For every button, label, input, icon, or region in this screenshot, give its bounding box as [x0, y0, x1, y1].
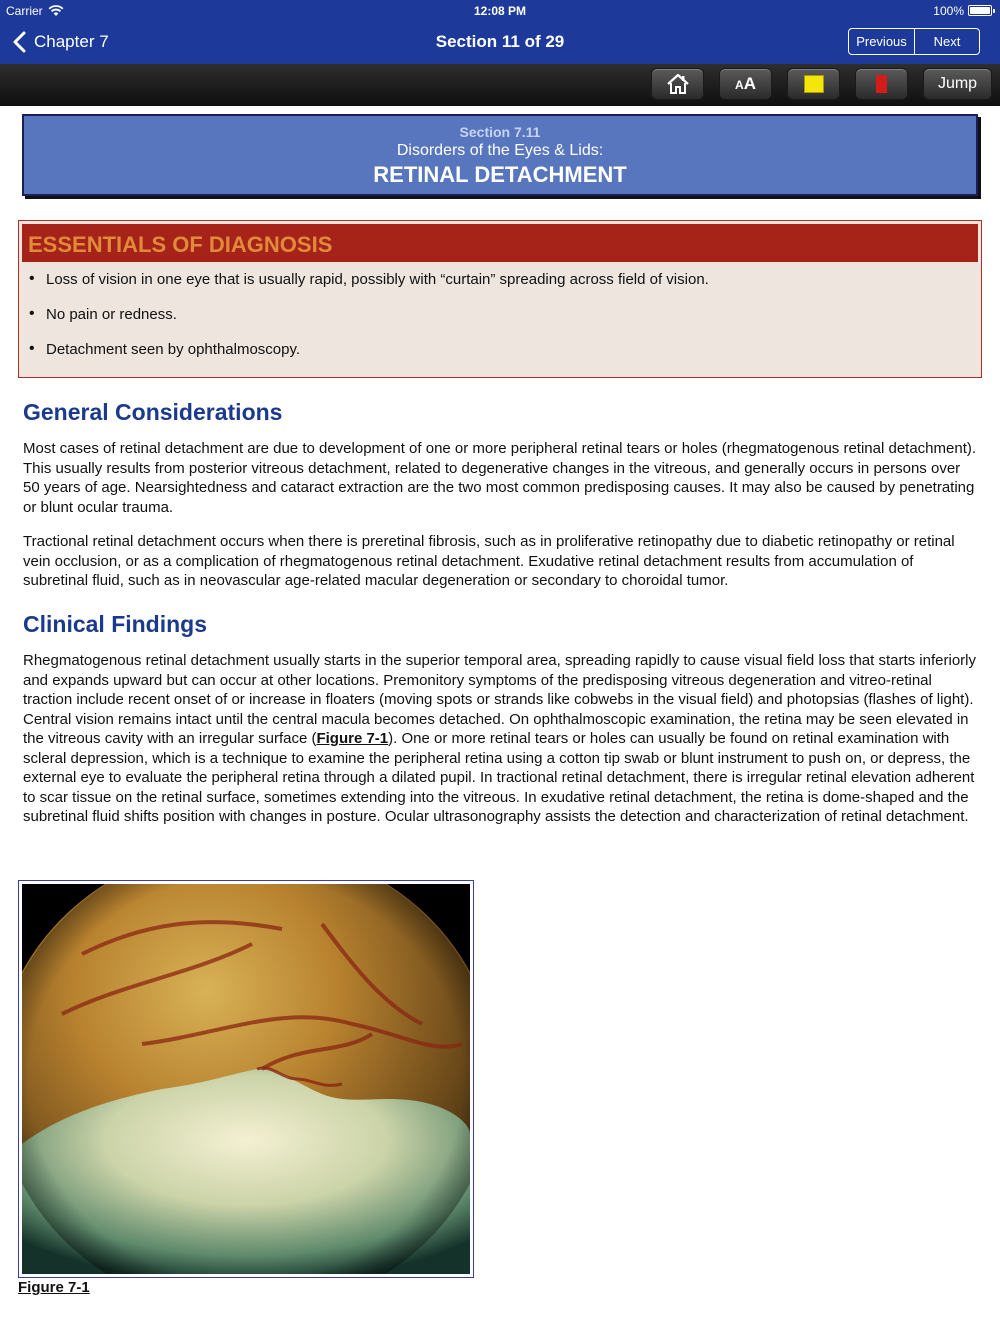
- font-size-button[interactable]: [719, 68, 772, 100]
- section-header: [22, 114, 978, 196]
- note-icon: [804, 75, 824, 93]
- section-number: Section 7.11: [459, 124, 541, 140]
- bookmark-button[interactable]: [855, 68, 908, 100]
- back-label: Chapter 7: [34, 32, 109, 51]
- general-paragraph-1: Most cases of retinal detachment are due to development of one or more peripheral retinal tears or holes (rhegmatogenous retinal detachment). This usually results from posterior vitreous detachment, related to degenerative changes in the vitreous, and generally occurs in persons over 50 years of age. Nearsightedness and cataract extraction are the two most common predisposing causes. It may also be caused by penetrating or blunt ocular trauma.: [23, 440, 977, 516]
- section-title: RETINAL DETACHMENT: [373, 162, 627, 187]
- list-item: • Detachment seen by ophthalmoscopy.: [46, 341, 709, 376]
- battery-percent: 100%: [933, 4, 964, 18]
- previous-button[interactable]: Previous: [849, 29, 914, 54]
- carrier-label: Carrier: [6, 4, 43, 18]
- status-bar: [0, 0, 1000, 20]
- list-item: • No pain or redness.: [46, 306, 709, 341]
- clinical-findings-heading: Clinical Findings: [23, 611, 208, 637]
- general-considerations-heading: General Considerations: [23, 399, 283, 425]
- retina-photo: [22, 884, 470, 1274]
- figure-caption[interactable]: Figure 7-1: [18, 1279, 90, 1296]
- figure-7-1-link[interactable]: Figure 7-1: [316, 730, 389, 747]
- general-paragraph-2: Tractional retinal detachment occurs when there is preretinal fibrosis, such as in proliferative retinopathy due to diabetic retinopathy or retinal vein occlusion, or as a complication of rhegmatogenous retinal detachment. Exudative retinal detachment results from accumulation of subretinal fluid, such as in neovascular age-related macular degeneration or secondary to choroidal tumor.: [23, 533, 955, 589]
- home-icon: [666, 72, 690, 96]
- reader-toolbar: [0, 64, 1000, 106]
- back-button[interactable]: [10, 28, 109, 56]
- jump-button[interactable]: Jump: [923, 68, 992, 100]
- note-button[interactable]: [787, 68, 840, 100]
- bookmark-icon: [876, 75, 887, 93]
- section-subtitle: Disorders of the Eyes & Lids:: [396, 142, 604, 159]
- home-button[interactable]: [651, 68, 704, 100]
- battery-icon: [968, 5, 992, 16]
- figure-image[interactable]: [18, 880, 474, 1278]
- next-button[interactable]: Next: [914, 29, 979, 54]
- clock: 12:08 PM: [473, 4, 527, 18]
- essentials-list: [46, 271, 709, 376]
- chevron-left-icon: [10, 30, 32, 54]
- section-counter: Section 11 of 29: [435, 32, 565, 51]
- navigation-bar: [0, 0, 1000, 64]
- essentials-box: [18, 220, 982, 378]
- prev-next-control: [848, 28, 980, 55]
- clinical-paragraph-1: Rhegmatogenous retinal detachment usually starts in the superior temporal area, spreading rapidly to cause visual field loss that starts inferiorly and expands upward but can occur at other locations. Premonitory symptoms of the predisposing vitreous degeneration and vitreo-retinal traction include recent onset of or increase in floaters (moving spots or strands like cobwebs in the visual field) and photopsias (flashes of light). Central vision remains intact until the central macula becomes detached. On ophthalmoscopic examination, the retina may be seen elevated in the vitreous cavity with an irregular surface (Figure 7-1). One or more retinal tears or holes can usually be found on retinal examination with scleral depression, which is a technique to examine the peripheral retina using a cotton tip swab or blunt instrument to push on, or depress, the external eye to evaluate the peripheral retina through a dilated pupil. In tractional retinal detachment, there is irregular retinal elevation adherent to scar tissue on the retinal surface, sometimes extending into the vitreous. In exudative retinal detachment, the retina is dome-shaped and the subretinal fluid shifts position with changes in posture. Ocular ultrasonography assists the detection and characterization of retinal detachment.: [23, 652, 976, 825]
- essentials-heading: ESSENTIALS OF DIAGNOSIS: [22, 224, 978, 262]
- font-size-icon: AA: [735, 74, 756, 93]
- list-item: • Loss of vision in one eye that is usually rapid, possibly with “curtain” spreading across field of vision.: [46, 271, 709, 306]
